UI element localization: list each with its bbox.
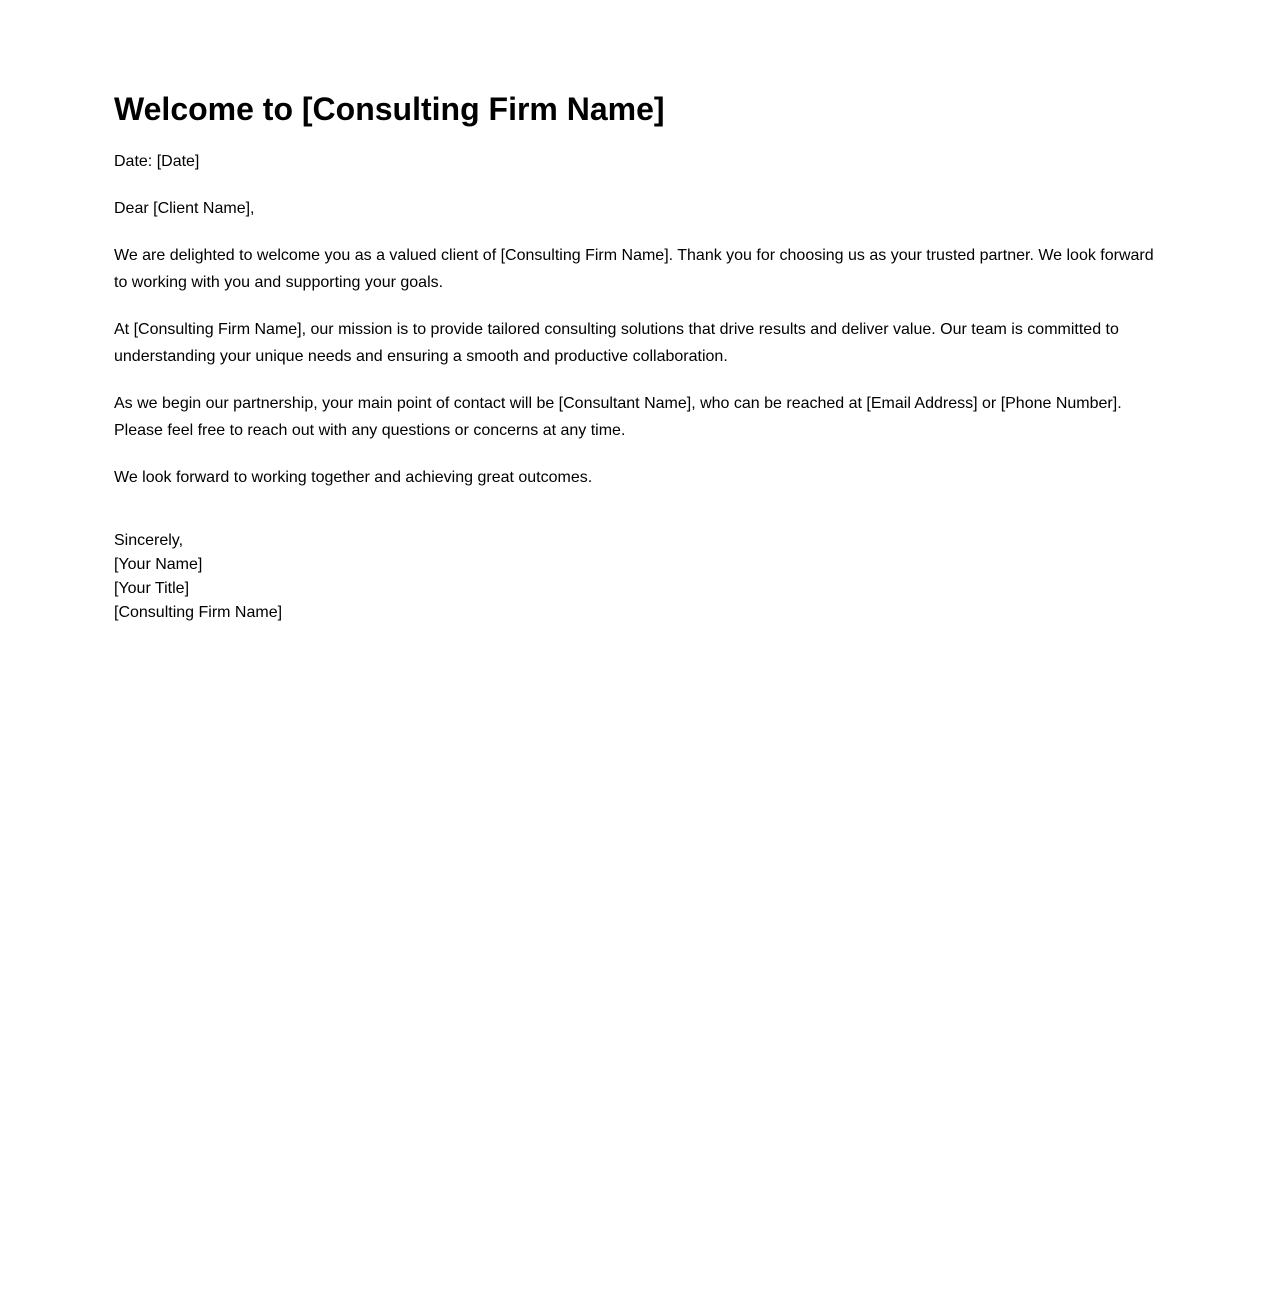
- paragraph-closing-note: We look forward to working together and achieving great outcomes.: [114, 469, 593, 486]
- signature-title: [Your Title]: [114, 580, 190, 597]
- signature-block: [114, 529, 1164, 625]
- page-title: Welcome to [Consulting Firm Name]: [114, 91, 665, 127]
- letter-document: [114, 88, 1164, 625]
- signature-name: [Your Name]: [114, 556, 203, 573]
- spacer: [114, 511, 1164, 529]
- salutation: Dear [Client Name],: [114, 200, 255, 217]
- signature-firm: [Consulting Firm Name]: [114, 604, 283, 621]
- paragraph-welcome: We are delighted to welcome you as a valued client of [Consulting Firm Name]. Thank you for choosing us as your trusted partner. We look forward to working with you and supporting your goals.: [114, 247, 1154, 291]
- paragraph-contact: As we begin our partnership, your main point of contact will be [Consultant Name], who can be reached at [Email Address] or [Phone Number]. Please feel free to reach out with any questions or concerns at any time.: [114, 395, 1122, 439]
- date-line: Date: [Date]: [114, 153, 200, 170]
- signature-closing: Sincerely,: [114, 532, 184, 549]
- paragraph-mission: At [Consulting Firm Name], our mission is to provide tailored consulting solutions that drive results and deliver value. Our team is committed to understanding your unique needs and ensuring a smooth and productive collaboration.: [114, 321, 1119, 365]
